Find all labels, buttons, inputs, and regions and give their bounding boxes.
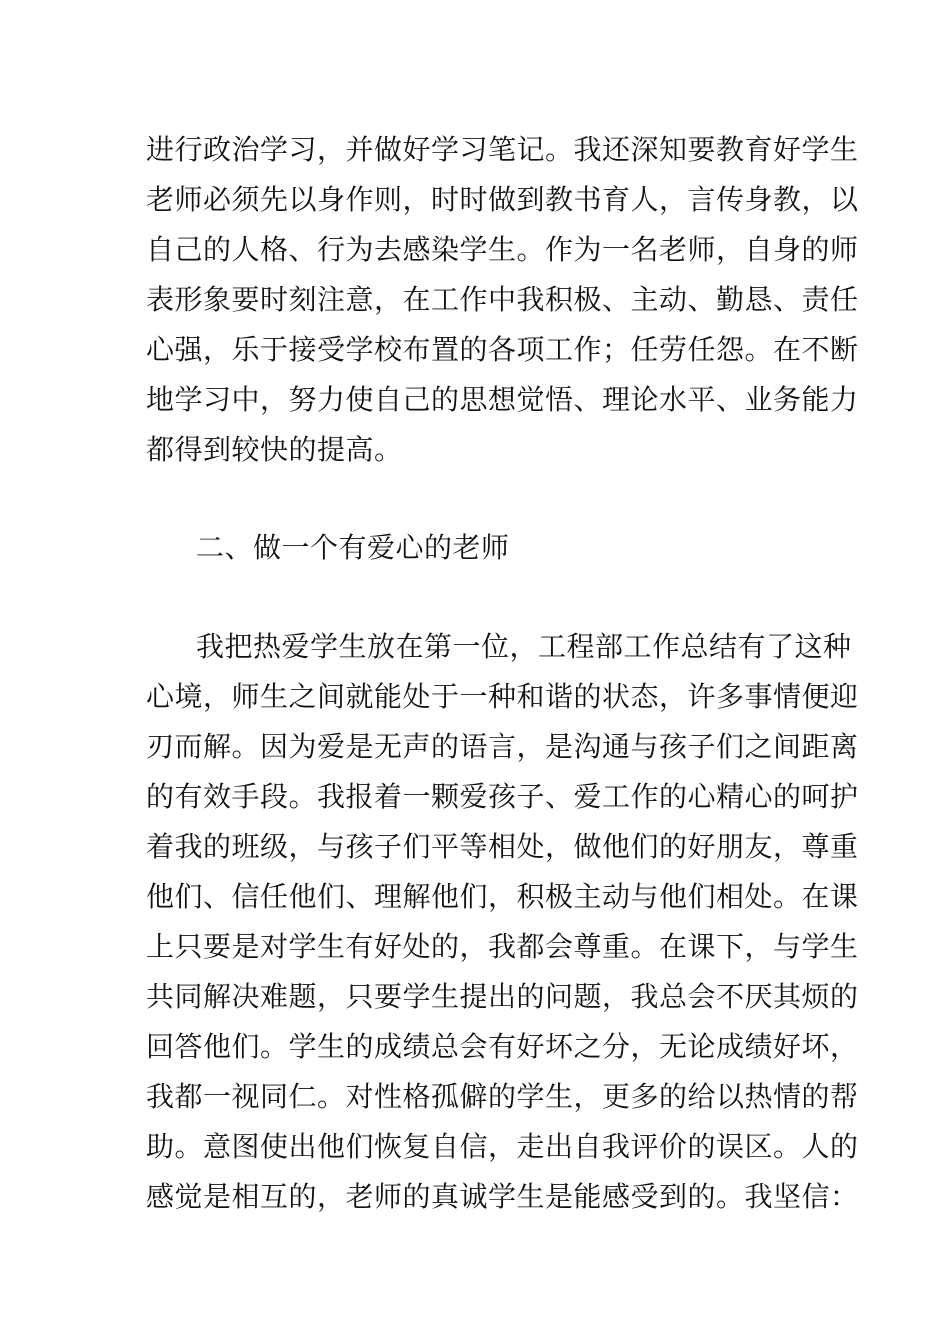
- paragraph-2-line-4: 的有效手段。我报着一颗爱孩子、爱工作的心精心的呵护: [146, 780, 859, 813]
- paragraph-1-line-5: 心强，乐于接受学校布置的各项工作；任劳任怨。在不断: [146, 333, 859, 366]
- paragraph-2-line-11: 助。意图使出他们恢复自信，走出自我评价的误区。人的: [146, 1130, 859, 1163]
- paragraph-2-line-12: 感觉是相互的，老师的真诚学生是能感受到的。我坚信：: [146, 1180, 859, 1213]
- paragraph-1-line-4: 表形象要时刻注意，在工作中我积极、主动、勤恳、责任: [146, 283, 859, 316]
- paragraph-2-line-3: 刃而解。因为爱是无声的语言，是沟通与孩子们之间距离: [146, 730, 859, 763]
- paragraph-2-line-2: 心境，师生之间就能处于一种和谐的状态，许多事情便迎: [146, 680, 859, 713]
- paragraph-2-line-5: 着我的班级，与孩子们平等相处，做他们的好朋友，尊重: [146, 830, 859, 863]
- paragraph-2-line-10: 我都一视同仁。对性格孤僻的学生，更多的给以热情的帮: [146, 1080, 859, 1113]
- paragraph-2-line-1: 我把热爱学生放在第一位，工程部工作总结有了这种: [196, 630, 852, 663]
- paragraph-2-line-9: 回答他们。学生的成绩总会有好坏之分，无论成绩好坏，: [146, 1030, 859, 1063]
- paragraph-2-line-8: 共同解决难题，只要学生提出的问题，我总会不厌其烦的: [146, 980, 859, 1013]
- section-heading: 二、做一个有爱心的老师: [196, 531, 510, 564]
- paragraph-1-line-1: 进行政治学习，并做好学习笔记。我还深知要教育好学生: [146, 133, 859, 166]
- paragraph-1-line-3: 自己的人格、行为去感染学生。作为一名老师，自身的师: [146, 233, 859, 266]
- paragraph-1-line-7: 都得到较快的提高。: [146, 433, 403, 466]
- paragraph-1-line-2: 老师必须先以身作则，时时做到教书育人，言传身教，以: [146, 183, 859, 216]
- paragraph-1-line-6: 地学习中，努力使自己的思想觉悟、理论水平、业务能力: [146, 383, 859, 416]
- paragraph-2-line-6: 他们、信任他们、理解他们，积极主动与他们相处。在课: [146, 880, 859, 913]
- paragraph-2-line-7: 上只要是对学生有好处的，我都会尊重。在课下，与学生: [146, 930, 859, 963]
